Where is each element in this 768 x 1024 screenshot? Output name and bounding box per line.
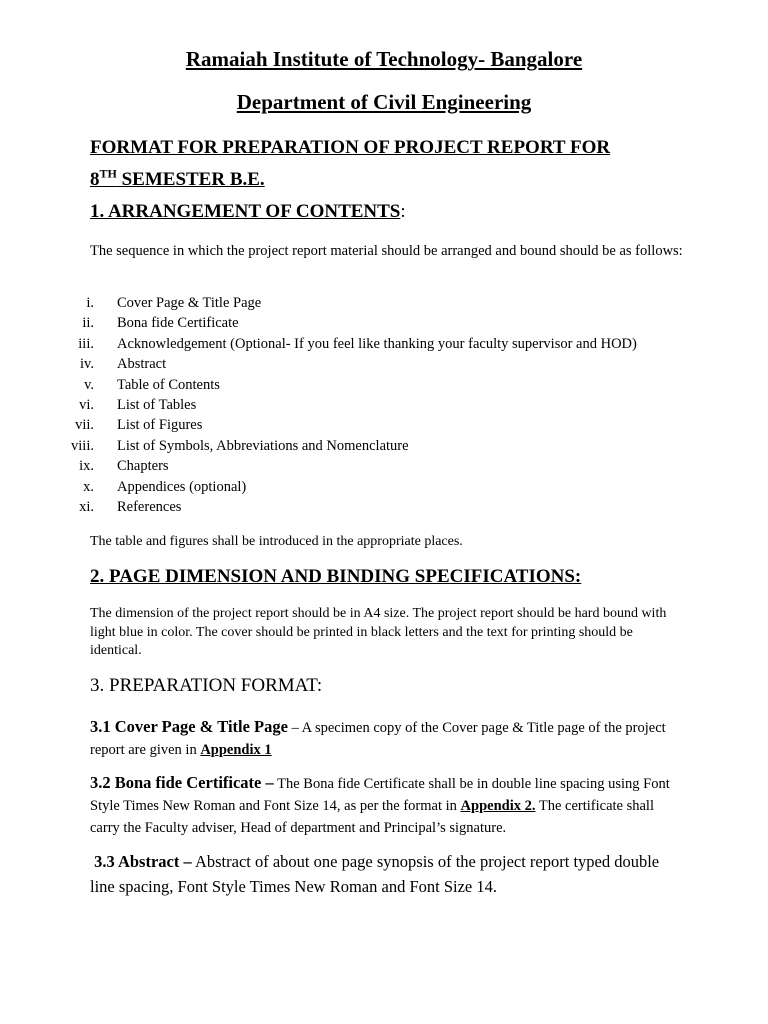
section-3-2 bbox=[90, 772, 685, 839]
section-3-3 bbox=[90, 849, 670, 899]
list-item-number: vii. bbox=[75, 417, 94, 434]
section1-heading-wrap bbox=[90, 201, 406, 223]
semester-text: SEMESTER B.E. bbox=[116, 169, 265, 191]
section2-text: The dimension of the project report should be in A4 size. The project report should be hard bound with light blue in color. The cover should be printed in black letters and the text for printing should be identical. bbox=[90, 606, 667, 658]
list-item bbox=[0, 293, 768, 313]
list-item-number: ii. bbox=[82, 315, 94, 332]
section-3-1 bbox=[90, 716, 690, 761]
s31-text: – A specimen copy of the Cover page & Title page of the project report are given in bbox=[90, 720, 666, 758]
list-item bbox=[0, 395, 768, 415]
section1-heading: 1. ARRANGEMENT OF CONTENTS bbox=[90, 201, 401, 222]
section1-note: The table and figures shall be introduced in the appropriate places. bbox=[90, 534, 463, 549]
list-item-text: Cover Page & Title Page bbox=[117, 295, 262, 311]
list-item-number: iii. bbox=[78, 335, 94, 352]
list-item-number: viii. bbox=[71, 437, 94, 454]
section2-heading: 2. PAGE DIMENSION AND BINDING SPECIFICATIONS: bbox=[90, 566, 582, 587]
department-title: Department of Civil Engineering bbox=[236, 90, 532, 114]
list-item bbox=[0, 436, 768, 456]
list-item-text: Appendices (optional) bbox=[117, 478, 247, 495]
list-item bbox=[0, 456, 768, 476]
list-item-text: List of Figures bbox=[117, 417, 203, 434]
s31-appendix-link[interactable]: Appendix 1 bbox=[200, 742, 272, 758]
list-item bbox=[0, 477, 768, 497]
contents-list bbox=[0, 293, 768, 517]
semester-number: 8 bbox=[90, 169, 100, 191]
s32-text2: The certificate shall carry the Faculty adviser, Head of department and Principal’s signature. bbox=[90, 798, 654, 836]
list-item-number: iv. bbox=[80, 356, 94, 373]
format-title-line1: FORMAT FOR PREPARATION OF PROJECT REPORT FOR bbox=[90, 137, 611, 158]
s32-lead: 3.2 Bona fide Certificate – bbox=[90, 773, 274, 792]
format-title-line2 bbox=[90, 169, 265, 190]
list-item-text: List of Tables bbox=[117, 396, 197, 413]
list-item bbox=[0, 497, 768, 517]
list-item-text: Bona fide Certificate bbox=[117, 315, 239, 332]
list-item-number: i. bbox=[86, 295, 94, 311]
institute-title: Ramaiah Institute of Technology- Bangalore bbox=[185, 47, 583, 71]
list-item-text: Chapters bbox=[117, 458, 169, 475]
list-item-text: References bbox=[117, 498, 182, 515]
list-item-number: x. bbox=[83, 478, 94, 495]
list-item bbox=[0, 334, 768, 354]
s31-lead: 3.1 Cover Page & Title Page bbox=[90, 717, 288, 736]
list-item-number: xi. bbox=[79, 498, 94, 515]
s33-lead: 3.3 Abstract – bbox=[94, 852, 192, 871]
s33-text: Abstract of about one page synopsis of the project report typed double line spacing, Font Style Times New Roman and Font Size 14. bbox=[90, 852, 660, 896]
list-item-text: Acknowledgement (Optional- If you feel like thanking your faculty supervisor and HOD) bbox=[117, 335, 637, 352]
list-item bbox=[0, 313, 768, 333]
list-item bbox=[0, 415, 768, 435]
s32-text1: The Bona fide Certificate shall be in double line spacing using Font Style Times New Roman and Font Size 14, as per the format in bbox=[90, 776, 670, 814]
list-item-number: v. bbox=[84, 376, 94, 393]
format-title bbox=[90, 134, 730, 193]
list-item-number: ix. bbox=[79, 458, 94, 475]
list-item-text: List of Symbols, Abbreviations and Nomenclature bbox=[117, 437, 409, 454]
section1-intro: The sequence in which the project report material should be arranged and bound should be as follows: bbox=[90, 243, 683, 259]
list-item-text: Table of Contents bbox=[117, 376, 220, 393]
semester-suffix: TH bbox=[99, 167, 117, 181]
list-item-number: vi. bbox=[79, 396, 94, 413]
section3-heading: 3. PREPARATION FORMAT: bbox=[90, 675, 323, 696]
list-item bbox=[0, 354, 768, 374]
s32-appendix-link[interactable]: Appendix 2. bbox=[460, 798, 536, 814]
list-item-text: Abstract bbox=[117, 356, 167, 373]
list-item bbox=[0, 375, 768, 395]
section1-colon: : bbox=[400, 201, 406, 222]
